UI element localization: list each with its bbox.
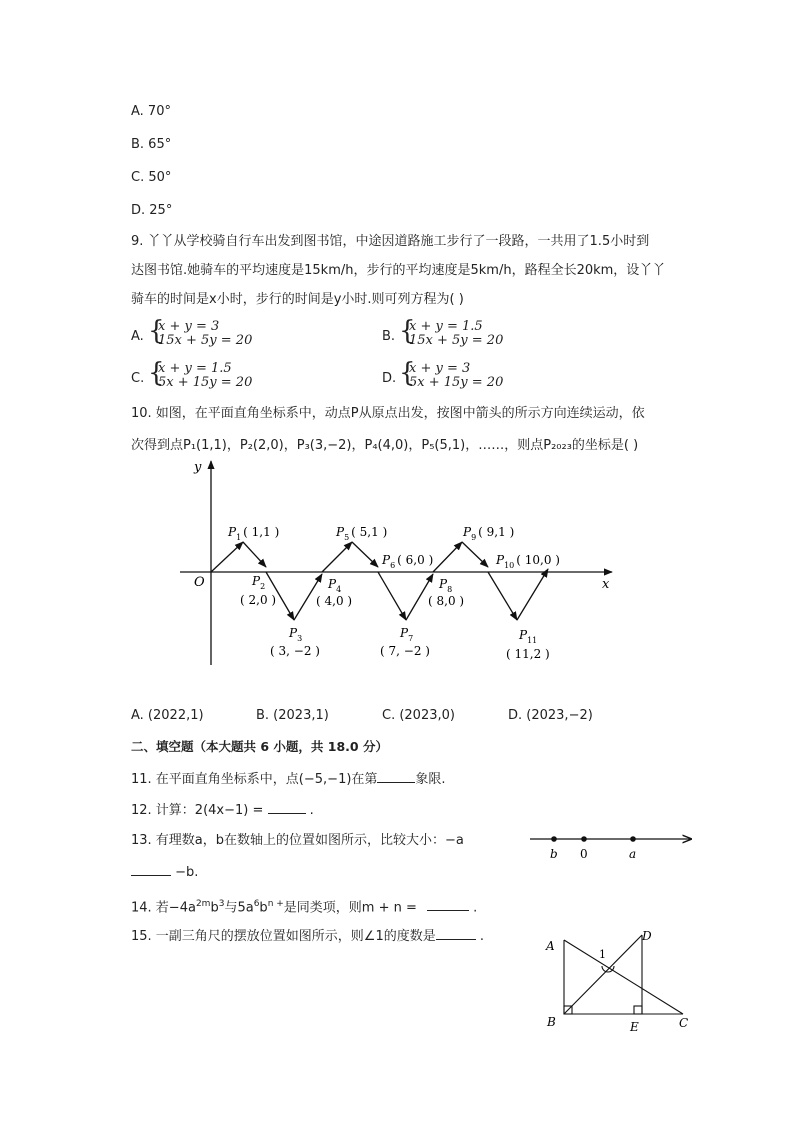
q14 (131, 895, 477, 917)
q11-post: 象限. (415, 772, 446, 787)
answer-blank (436, 927, 476, 940)
origin-label: O (194, 575, 205, 590)
exp: n + (267, 899, 284, 909)
brace-icon: { (148, 316, 165, 346)
q9-d-label: D. (382, 371, 397, 386)
path-segment (517, 569, 548, 620)
p11-label: $P_{11}$ (519, 628, 538, 645)
y-axis-label: y (194, 460, 202, 475)
x-axis-label: x (602, 577, 610, 592)
vertex-c: C (679, 1016, 689, 1030)
p3-coord: ( 3, −2 ) (270, 644, 320, 658)
q14-var: b (259, 900, 268, 916)
path-segment (211, 542, 243, 572)
right-angle-mark (634, 1006, 642, 1014)
q9-c-eq1: x + y = 1.5 (158, 361, 232, 376)
point-b (551, 836, 557, 842)
q9-c-eq2: 5x + 15y = 20 (158, 375, 253, 390)
p7-label: $P_7$ (400, 626, 414, 643)
q9-a-eq1: x + y = 3 (158, 319, 220, 334)
q9-b-label: B. (382, 329, 396, 344)
q9-c-label: C. (131, 371, 145, 386)
path-segment (433, 542, 462, 572)
answer-blank (268, 801, 306, 814)
path-segment (462, 542, 488, 567)
label-a: a (629, 847, 637, 861)
p5-label: $P_5$ ( 5,1 ) (336, 525, 388, 542)
vertex-a: A (546, 939, 555, 953)
q15-text: 15. 一副三角尺的摆放位置如图所示，则∠1的度数是 (131, 929, 436, 944)
brace-icon: { (148, 358, 165, 388)
q9-d-eq2: 5x + 15y = 20 (409, 375, 504, 390)
vertex-d: D (642, 929, 652, 943)
q9-b-eq1: x + y = 1.5 (409, 319, 483, 334)
answer-blank (131, 863, 171, 876)
q14-text: 14. 若−4a (131, 900, 196, 916)
label-b: b (550, 847, 558, 861)
path-segment (488, 572, 517, 620)
section-heading: 二、填空题（本大题共 6 小题，共 18.0 分） (131, 739, 388, 754)
q14-var: 与5a (224, 900, 254, 916)
option-c: C. 50° (131, 170, 172, 185)
exp: 2m (195, 899, 211, 909)
p3-label: $P_3$ (289, 626, 303, 643)
angle-label: 1 (599, 948, 606, 961)
q9-d-eq1: x + y = 3 (409, 361, 471, 376)
q10-option-b: B. (2023,1) (256, 708, 329, 723)
q13-line2 (131, 863, 198, 882)
q10-line2: 次得到点P₁(1,1)，P₂(2,0)，P₃(3,−2)，P₄(4,0)，P₅(5,1)，……，则点P₂₀₂₃的坐标是( ) (131, 438, 639, 453)
p1-label: $P_1$ ( 1,1 ) (228, 525, 280, 542)
p4-coord: ( 4,0 ) (316, 594, 353, 608)
q12-post: . (309, 803, 314, 818)
exp: 6 (253, 899, 260, 909)
p6-label: $P_6$ ( 6,0 ) (382, 553, 434, 570)
q9-line2: 达图书馆.她骑车的平均速度是15km/h，步行的平均速度是5km/h，路程全长20km，设丫丫 (131, 263, 666, 278)
triangle-figure (538, 926, 698, 1036)
q9-b-eq2: 15x + 5y = 20 (409, 333, 504, 348)
p11-coord: ( 11,2 ) (506, 647, 550, 661)
q9-line3: 骑车的时间是x小时，步行的时间是y小时.则可列方程为( ) (131, 292, 464, 307)
path-segment (243, 542, 266, 567)
q14-end: . (473, 900, 478, 916)
q11-text: 11. 在平面直角坐标系中，点(−5,−1)在第 (131, 772, 378, 787)
vertex-b: B (547, 1015, 556, 1029)
answer-blank (427, 898, 469, 911)
q10-option-d: D. (2023,−2) (508, 708, 593, 723)
p9-label: $P_9$ ( 9,1 ) (463, 525, 515, 542)
q14-var: b (210, 900, 219, 916)
point-zero (581, 836, 587, 842)
q9-line1: 9. 丫丫从学校骑自行车出发到图书馆，中途因道路施工步行了一段路，一共用了1.5小时到 (131, 234, 650, 249)
q10-line1: 10. 如图，在平面直角坐标系中，动点P从原点出发，按图中箭头的所示方向连续运动，依 (131, 406, 645, 421)
q9-a-label: A. (131, 329, 144, 344)
q10-option-a: A. (2022,1) (131, 708, 204, 723)
p2-coord: ( 2,0 ) (240, 593, 277, 607)
point-a (630, 836, 636, 842)
q12-text: 12. 计算：2(4x−1) = (131, 803, 264, 818)
q11 (131, 770, 446, 789)
number-line-figure (525, 828, 700, 864)
brace-icon: { (399, 358, 416, 388)
brace-icon: { (399, 316, 416, 346)
q14-text: 是同类项，则m + n = (283, 900, 417, 916)
q13-line1: 13. 有理数a，b在数轴上的位置如图所示，比较大小：−a (131, 833, 464, 848)
segment-ac (564, 940, 683, 1014)
p8-coord: ( 8,0 ) (428, 594, 465, 608)
q15-post: . (479, 929, 485, 944)
exp: 3 (218, 899, 225, 909)
p10-label: $P_{10}$ ( 10,0 ) (496, 553, 560, 570)
p8-label: $P_8$ (439, 577, 453, 594)
option-a: A. 70° (131, 104, 171, 119)
p2-label: $P_2$ (252, 574, 266, 591)
q9-a-eq2: 15x + 5y = 20 (158, 333, 253, 348)
q10-coordinate-figure (170, 455, 630, 675)
path-segment (378, 572, 406, 620)
q15 (131, 927, 484, 946)
p4-label: $P_4$ (328, 577, 342, 594)
q13-post: −b. (175, 865, 199, 880)
label-zero: 0 (580, 847, 588, 861)
option-b: B. 65° (131, 137, 172, 152)
vertex-e: E (630, 1020, 639, 1034)
option-d: D. 25° (131, 203, 173, 218)
q12 (131, 801, 314, 820)
q10-option-c: C. (2023,0) (382, 708, 455, 723)
p7-coord: ( 7, −2 ) (380, 644, 430, 658)
answer-blank (377, 770, 415, 783)
path-segment (352, 542, 378, 567)
path-segment (322, 542, 352, 572)
